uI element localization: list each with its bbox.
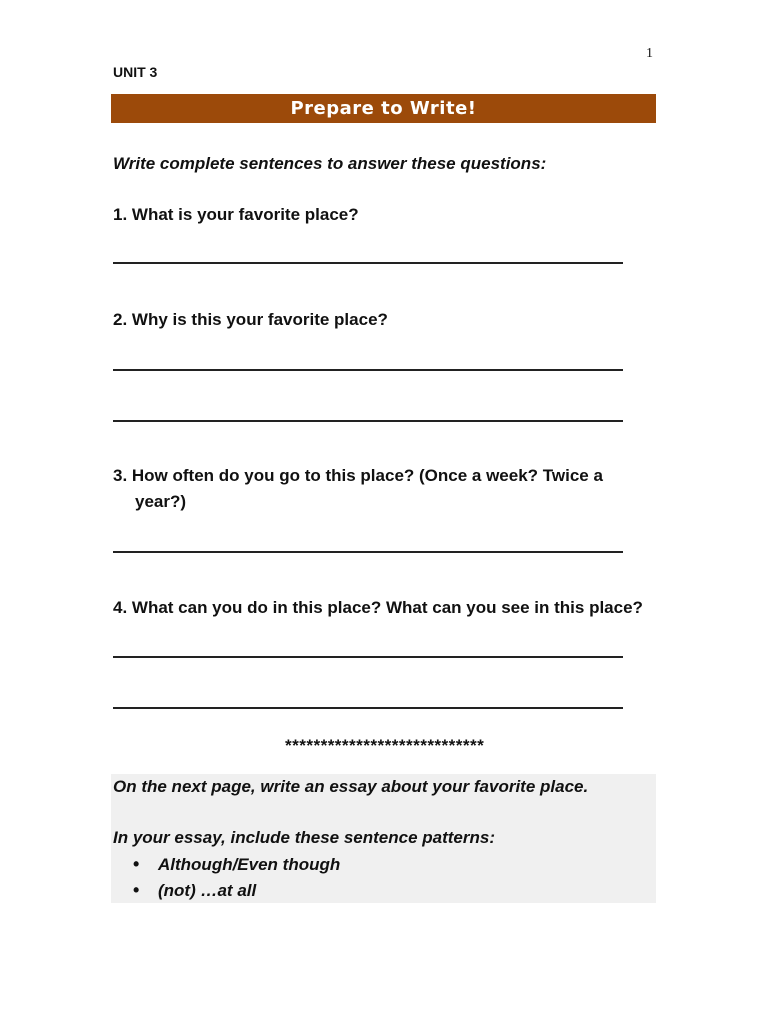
question-3-continuation: year?) <box>135 492 187 511</box>
title-banner <box>111 94 656 123</box>
question-1: 1. What is your favorite place? <box>113 205 359 224</box>
answer-line-2a[interactable] <box>113 369 623 371</box>
pattern-bullet-1 <box>133 851 340 878</box>
question-4: 4. What can you do in this place? What can you see in this place? <box>113 598 643 617</box>
unit-label: UNIT 3 <box>113 64 158 80</box>
instructions: Write complete sentences to answer these questions: <box>113 154 547 173</box>
question-2: 2. Why is this your favorite place? <box>113 310 388 329</box>
answer-line-2b[interactable] <box>113 420 623 422</box>
bullet-icon: • <box>133 880 140 900</box>
patterns-intro: In your essay, include these sentence patterns: <box>113 828 496 847</box>
page-number: 1 <box>646 46 653 61</box>
separator-stars: **************************** <box>284 736 484 755</box>
pattern-bullet-2 <box>133 877 256 904</box>
essay-prompt: On the next page, write an essay about your favorite place. <box>113 777 589 796</box>
answer-line-3[interactable] <box>113 551 623 553</box>
pattern-text: (not) …at all <box>158 881 257 900</box>
question-3: 3. How often do you go to this place? (Once a week? Twice a <box>113 466 603 485</box>
answer-line-4b[interactable] <box>113 707 623 709</box>
answer-line-1[interactable] <box>113 262 623 264</box>
answer-line-4a[interactable] <box>113 656 623 658</box>
bullet-icon: • <box>133 854 140 874</box>
banner-title: Prepare to Write! <box>290 98 477 119</box>
pattern-text: Although/Even though <box>158 855 341 874</box>
